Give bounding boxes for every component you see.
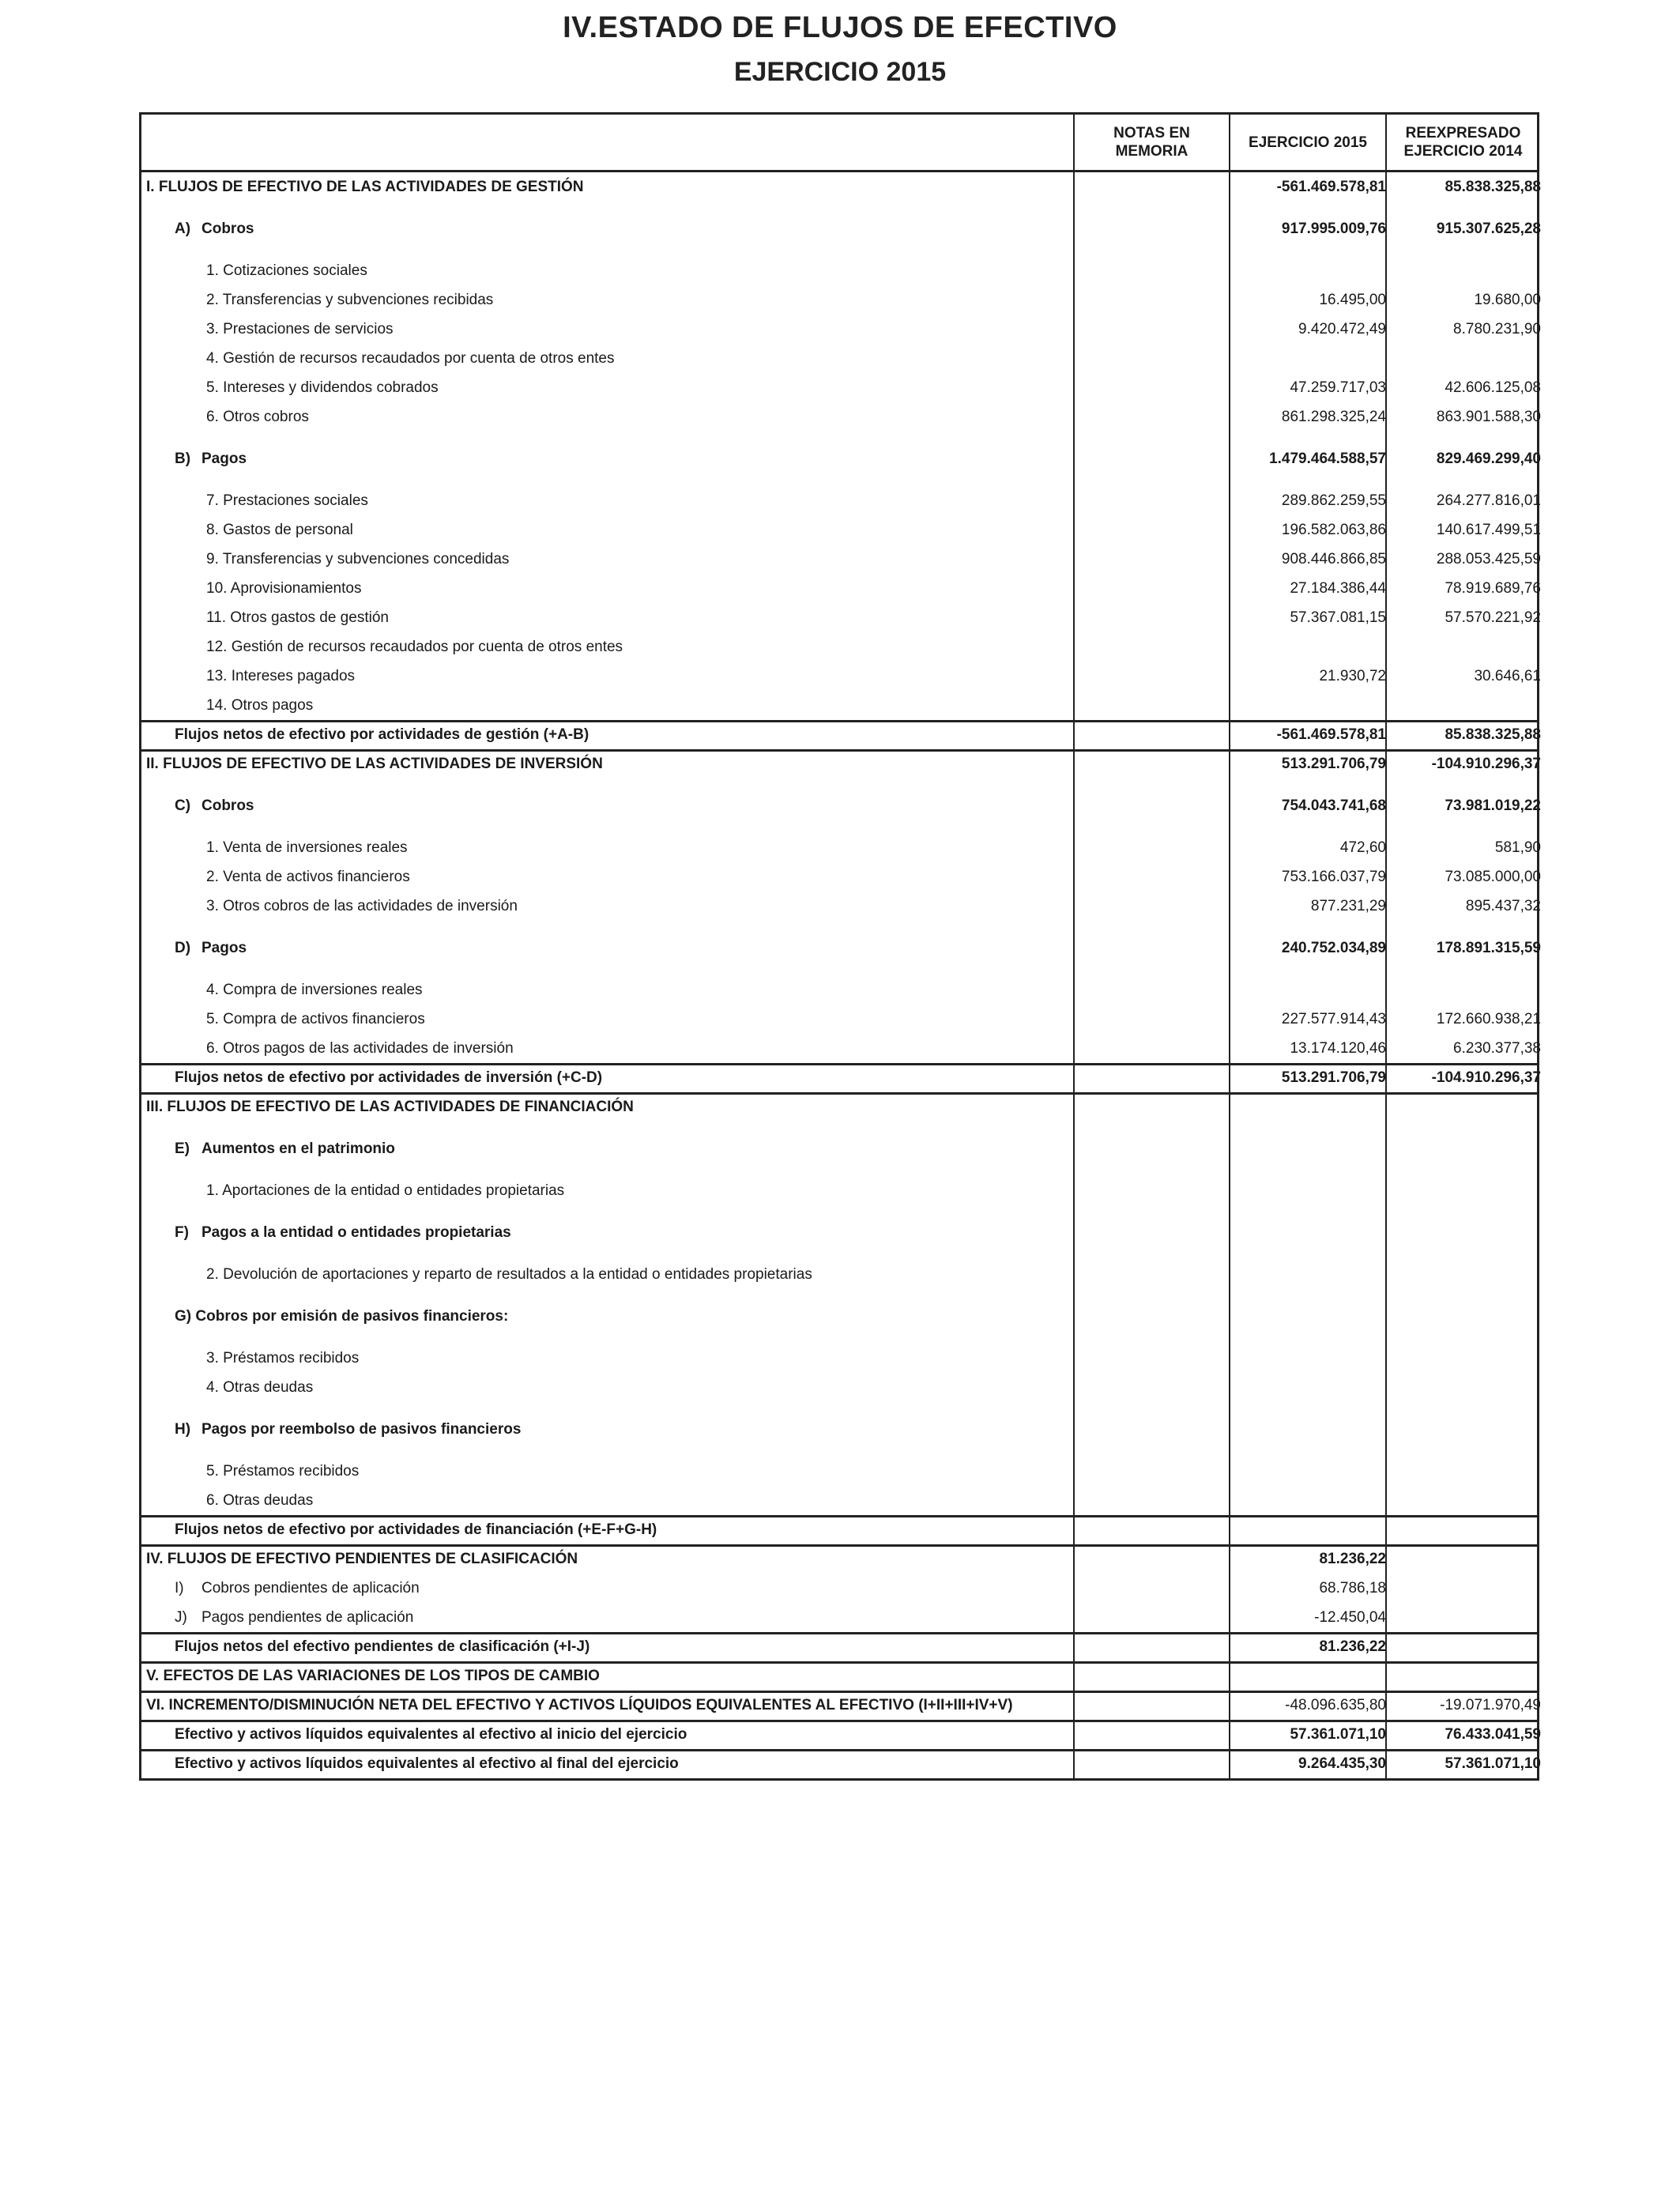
page-title: IV.ESTADO DE FLUJOS DE EFECTIVO (563, 11, 1117, 44)
value-2014 (1388, 1302, 1541, 1331)
row-label-text: 14. Otros pagos (206, 697, 314, 714)
row-label (175, 214, 254, 243)
row-label-text: Flujos netos del efectivo pendientes de clasificación (+I-J) (175, 1638, 590, 1655)
table-row (141, 1402, 1537, 1444)
value-2014: -104.910.296,37 (1431, 756, 1541, 772)
row-label-text: IV. FLUJOS DE EFECTIVO PENDIENTES DE CLASIFICACIÓN (146, 1551, 578, 1567)
table-row (141, 1444, 1537, 1486)
value-2014: 30.646,61 (1474, 668, 1541, 684)
value-2015 (1232, 632, 1386, 662)
table-row (141, 691, 1537, 720)
table-row (141, 243, 1537, 285)
row-label (206, 1486, 313, 1515)
row-label-text: 10. Aprovisionamientos (206, 580, 362, 597)
value-2015 (1232, 1260, 1386, 1289)
row-label (146, 1661, 600, 1691)
row-label (206, 862, 410, 892)
row-letter: I) (175, 1580, 184, 1596)
row-label (175, 933, 247, 963)
page-subtitle: EJERCICIO 2015 (733, 57, 947, 87)
value-2015 (1232, 1373, 1386, 1402)
table-row (141, 1331, 1537, 1373)
value-2014: 78.919.689,76 (1445, 580, 1541, 597)
value-2014: 581,90 (1494, 839, 1541, 856)
row-letter: E) (175, 1140, 190, 1157)
row-label (206, 662, 355, 691)
table-row (141, 473, 1541, 515)
value-2014: 85.838.325,88 (1445, 726, 1541, 743)
row-label (175, 1749, 679, 1778)
table-row (141, 1063, 1541, 1092)
table-row (141, 1544, 1537, 1574)
row-label (206, 892, 518, 921)
row-label-text: Pagos por reembolso de pasivos financieros (202, 1421, 522, 1438)
table-row (141, 344, 1537, 373)
value-2014: 140.617.499,51 (1436, 522, 1541, 538)
row-label-text: 6. Otros pagos de las actividades de inversión (206, 1040, 514, 1057)
table-row (141, 1163, 1537, 1205)
value-2015: 27.184.386,44 (1290, 580, 1386, 597)
value-2015: 9.420.472,49 (1298, 321, 1386, 337)
row-label (175, 1603, 413, 1632)
value-2015: 240.752.034,89 (1281, 940, 1386, 956)
table-row (141, 1247, 1537, 1289)
value-2014 (1388, 344, 1541, 373)
value-2014 (1388, 1092, 1541, 1122)
value-2015: -48.096.635,80 (1285, 1697, 1386, 1713)
row-label-text: 3. Otros cobros de las actividades de inversión (206, 898, 518, 914)
table-row (141, 1289, 1537, 1331)
value-2015 (1232, 1661, 1386, 1691)
table-header (141, 115, 1537, 172)
table-row (141, 720, 1541, 749)
row-label (206, 486, 368, 515)
value-2014: 76.433.041,59 (1445, 1726, 1541, 1743)
value-2015 (1232, 691, 1386, 720)
row-label-text: 3. Préstamos recibidos (206, 1350, 360, 1367)
cash-flow-table (139, 112, 1539, 1781)
table-row (141, 749, 1541, 778)
value-2015: 47.259.717,03 (1290, 379, 1386, 396)
value-2015: 227.577.914,43 (1281, 1011, 1386, 1027)
row-label (206, 975, 423, 1005)
header-ejercicio-2015: EJERCICIO 2015 (1249, 134, 1367, 151)
table-row (141, 603, 1541, 632)
value-2014: 915.307.625,28 (1436, 221, 1541, 237)
table-row (141, 1005, 1541, 1034)
table-row (141, 373, 1541, 402)
row-label (206, 1373, 313, 1402)
table-row (141, 172, 1541, 202)
row-label (146, 1544, 578, 1574)
row-label (206, 833, 408, 862)
value-2015: 753.166.037,79 (1281, 869, 1386, 885)
row-letter: F) (175, 1224, 189, 1241)
value-2014: -104.910.296,37 (1431, 1069, 1541, 1086)
table-row (141, 515, 1541, 545)
value-2015 (1232, 1092, 1386, 1122)
row-label (206, 344, 614, 373)
row-label (206, 574, 361, 603)
row-label-text: Aumentos en el patrimonio (202, 1140, 395, 1157)
row-label (206, 691, 313, 720)
row-label-text: Pagos pendientes de aplicación (202, 1609, 414, 1626)
row-label (146, 172, 584, 202)
row-letter: D) (175, 940, 191, 956)
value-2014 (1388, 1176, 1541, 1205)
value-2015 (1232, 1486, 1386, 1515)
value-2014: 85.838.325,88 (1445, 179, 1541, 195)
row-label (175, 791, 254, 820)
row-label-text: 2. Devolución de aportaciones y reparto de resultados a la entidad o entidades propietarias (206, 1266, 812, 1283)
row-label-text: 11. Otros gastos de gestión (206, 609, 389, 626)
value-2014: 19.680,00 (1474, 292, 1541, 308)
value-2014: 73.085.000,00 (1445, 869, 1541, 885)
row-label-text: Pagos a la entidad o entidades propietarias (202, 1224, 511, 1241)
value-2014 (1388, 975, 1541, 1005)
row-label-text: 5. Compra de activos financieros (206, 1011, 425, 1027)
value-2015: 289.862.259,55 (1281, 492, 1386, 509)
value-2015: 57.361.071,10 (1290, 1726, 1386, 1743)
row-letter: B) (175, 450, 191, 467)
value-2014 (1388, 1574, 1541, 1603)
row-label-text: 1. Aportaciones de la entidad o entidades propietarias (206, 1182, 565, 1199)
row-label-text: 12. Gestión de recursos recaudados por cuenta de otros entes (206, 639, 623, 655)
value-2014: 57.361.071,10 (1445, 1755, 1541, 1772)
value-2015: 513.291.706,79 (1281, 1069, 1386, 1086)
value-2014 (1388, 1218, 1541, 1247)
value-2015 (1232, 1457, 1386, 1486)
value-2014: 895.437,32 (1465, 898, 1541, 914)
row-label (206, 1005, 425, 1034)
value-2015 (1232, 344, 1386, 373)
row-label-text: Pagos (202, 940, 247, 956)
row-label (175, 444, 247, 473)
row-label-text: 4. Gestión de recursos recaudados por cuenta de otros entes (206, 350, 615, 367)
row-label-text: 4. Compra de inversiones reales (206, 982, 423, 998)
table-row (141, 402, 1541, 432)
value-2014 (1388, 1457, 1541, 1486)
value-2015 (1232, 1515, 1386, 1544)
value-2014 (1388, 1661, 1541, 1691)
row-label-text: Flujos netos de efectivo por actividades de gestión (+A-B) (175, 726, 590, 743)
row-label (175, 1574, 420, 1603)
value-2015 (1232, 1302, 1386, 1331)
value-2015: 21.930,72 (1319, 668, 1386, 684)
value-2014 (1388, 1515, 1541, 1544)
row-label (175, 1415, 521, 1444)
table-row (141, 1632, 1537, 1661)
value-2014 (1388, 1544, 1541, 1574)
table-row (141, 1720, 1541, 1749)
row-label-text: I. FLUJOS DE EFECTIVO DE LAS ACTIVIDADES DE GESTIÓN (146, 179, 584, 195)
row-label-text: 1. Venta de inversiones reales (206, 839, 408, 856)
row-label (206, 603, 389, 632)
table-row (141, 921, 1541, 963)
value-2014 (1388, 632, 1541, 662)
row-label (175, 1218, 511, 1247)
value-2014: -19.071.970,49 (1440, 1697, 1541, 1713)
row-label-text: 6. Otros cobros (206, 409, 309, 425)
row-label-text: Pagos (202, 450, 247, 467)
row-label (175, 1134, 395, 1163)
value-2015: 57.367.081,15 (1290, 609, 1386, 626)
row-label-text: 7. Prestaciones sociales (206, 492, 368, 509)
value-2015: 13.174.120,46 (1290, 1040, 1386, 1057)
row-label-text: 5. Préstamos recibidos (206, 1463, 360, 1480)
value-2014: 264.277.816,01 (1436, 492, 1541, 509)
row-label-text: 8. Gastos de personal (206, 522, 353, 538)
row-letter: A) (175, 221, 191, 237)
row-label (206, 632, 623, 662)
table-row (141, 778, 1541, 820)
value-2014 (1388, 256, 1541, 285)
value-2015: 9.264.435,30 (1298, 1755, 1386, 1772)
value-2014: 172.660.938,21 (1436, 1011, 1541, 1027)
row-label-text: II. FLUJOS DE EFECTIVO DE LAS ACTIVIDADES DE INVERSIÓN (146, 756, 603, 772)
row-label (175, 720, 589, 749)
row-label (206, 1260, 812, 1289)
row-label (206, 545, 509, 574)
value-2015: 917.995.009,76 (1281, 221, 1386, 237)
row-letter: H) (175, 1421, 191, 1438)
table-row (141, 1603, 1537, 1632)
row-label-text: 6. Otras deudas (206, 1492, 314, 1509)
row-label (206, 256, 367, 285)
table-row (141, 1205, 1537, 1247)
row-label (206, 1176, 564, 1205)
table-row (141, 963, 1537, 1005)
row-label-text: Cobros (202, 221, 254, 237)
row-label-text: 5. Intereses y dividendos cobrados (206, 379, 439, 396)
value-2015: 81.236,22 (1319, 1638, 1386, 1655)
value-2015 (1232, 1176, 1386, 1205)
value-2014: 73.981.019,22 (1445, 797, 1541, 814)
row-label-text: 2. Transferencias y subvenciones recibidas (206, 292, 494, 308)
value-2014: 829.469.299,40 (1436, 450, 1541, 467)
row-label-text: Efectivo y activos líquidos equivalentes al efectivo al inicio del ejercicio (175, 1726, 687, 1743)
value-2014 (1388, 691, 1541, 720)
row-label-text: 4. Otras deudas (206, 1379, 314, 1396)
row-label (206, 402, 309, 432)
row-label (175, 1302, 508, 1331)
value-2014 (1388, 1260, 1541, 1289)
header-notas-memoria: NOTAS EN MEMORIA (1113, 125, 1190, 160)
value-2014 (1388, 1632, 1541, 1661)
value-2014 (1388, 1134, 1541, 1163)
value-2015: -561.469.578,81 (1276, 179, 1386, 195)
table-row (141, 1122, 1537, 1163)
row-label (206, 315, 394, 344)
value-2015: 472,60 (1339, 839, 1386, 856)
value-2015: 877.231,29 (1310, 898, 1386, 914)
row-label-text: 3. Prestaciones de servicios (206, 321, 394, 337)
value-2015: 861.298.325,24 (1281, 409, 1386, 425)
value-2015 (1232, 1344, 1386, 1373)
table-row (141, 1574, 1537, 1603)
row-label-text: V. EFECTOS DE LAS VARIACIONES DE LOS TIPOS DE CAMBIO (146, 1668, 600, 1684)
value-2014: 57.570.221,92 (1445, 609, 1541, 626)
row-label-text: III. FLUJOS DE EFECTIVO DE LAS ACTIVIDADES DE FINANCIACIÓN (146, 1099, 634, 1115)
table-row (141, 574, 1541, 603)
table-row (141, 545, 1541, 574)
row-label-text: Efectivo y activos líquidos equivalentes al efectivo al final del ejercicio (175, 1755, 679, 1772)
value-2015 (1232, 975, 1386, 1005)
row-label-text: 2. Venta de activos financieros (206, 869, 410, 885)
row-label (206, 285, 493, 315)
value-2014: 42.606.125,08 (1445, 379, 1541, 396)
table-row (141, 1749, 1541, 1778)
row-label-text: Flujos netos de efectivo por actividades de financiación (+E-F+G-H) (175, 1521, 657, 1538)
table-row (141, 1486, 1537, 1515)
table-row (141, 315, 1541, 344)
value-2015: 908.446.866,85 (1281, 551, 1386, 567)
row-label (175, 1632, 590, 1661)
value-2015 (1232, 1134, 1386, 1163)
table-row (141, 285, 1541, 315)
value-2015: 196.582.063,86 (1281, 522, 1386, 538)
row-label-text: G) Cobros por emisión de pasivos financieros: (175, 1308, 509, 1325)
row-label (146, 1691, 1013, 1720)
value-2015: -12.450,04 (1314, 1609, 1386, 1626)
row-label-text: 1. Cotizaciones sociales (206, 262, 367, 279)
row-label (206, 515, 353, 545)
table-row (141, 1373, 1537, 1402)
value-2014 (1388, 1344, 1541, 1373)
table-row (141, 632, 1537, 662)
row-label-text: 9. Transferencias y subvenciones concedidas (206, 551, 510, 567)
row-label (175, 1720, 687, 1749)
value-2014: 6.230.377,38 (1453, 1040, 1541, 1057)
table-row (141, 1034, 1541, 1063)
value-2015 (1232, 256, 1386, 285)
value-2015: 754.043.741,68 (1281, 797, 1386, 814)
value-2015: 81.236,22 (1319, 1551, 1386, 1567)
row-letter: C) (175, 797, 191, 814)
value-2014 (1388, 1486, 1541, 1515)
row-label-text: Flujos netos de efectivo por actividades de inversión (+C-D) (175, 1069, 603, 1086)
table-row (141, 820, 1541, 862)
value-2015: 1.479.464.588,57 (1269, 450, 1386, 467)
row-label (146, 1092, 634, 1122)
row-label-text: VI. INCREMENTO/DISMINUCIÓN NETA DEL EFECTIVO Y ACTIVOS LÍQUIDOS EQUIVALENTES AL EFECTIVO (I+II+III+IV+V) (146, 1697, 1013, 1713)
table-row (141, 432, 1541, 473)
table-row (141, 1691, 1541, 1720)
value-2014 (1388, 1603, 1541, 1632)
value-2014 (1388, 1415, 1541, 1444)
value-2015: -561.469.578,81 (1276, 726, 1386, 743)
row-label (206, 373, 439, 402)
value-2014 (1388, 1373, 1541, 1402)
row-label-text: 13. Intereses pagados (206, 668, 356, 684)
table-row (141, 1661, 1537, 1691)
value-2015 (1232, 1218, 1386, 1247)
value-2014: 178.891.315,59 (1436, 940, 1541, 956)
table-row (141, 1092, 1537, 1122)
table-row (141, 862, 1541, 892)
value-2014: 863.901.588,30 (1436, 409, 1541, 425)
table-row (141, 662, 1541, 691)
row-label (146, 749, 603, 778)
header-ejercicio-2014: REEXPRESADO EJERCICIO 2014 (1403, 125, 1523, 160)
value-2014: 288.053.425,59 (1436, 551, 1541, 567)
value-2015: 513.291.706,79 (1281, 756, 1386, 772)
row-label (206, 1344, 359, 1373)
row-letter: J) (175, 1609, 187, 1626)
row-label (206, 1034, 514, 1063)
table-row (141, 202, 1541, 243)
row-label (175, 1063, 602, 1092)
value-2015: 16.495,00 (1319, 292, 1386, 308)
table-row (141, 892, 1541, 921)
row-label-text: Cobros pendientes de aplicación (202, 1580, 420, 1596)
table-row (141, 1515, 1537, 1544)
row-label (175, 1515, 657, 1544)
value-2015: 68.786,18 (1319, 1580, 1386, 1596)
table-body (141, 172, 1541, 1778)
row-label (206, 1457, 359, 1486)
value-2015 (1232, 1415, 1386, 1444)
value-2014: 8.780.231,90 (1453, 321, 1541, 337)
row-label-text: Cobros (202, 797, 254, 814)
